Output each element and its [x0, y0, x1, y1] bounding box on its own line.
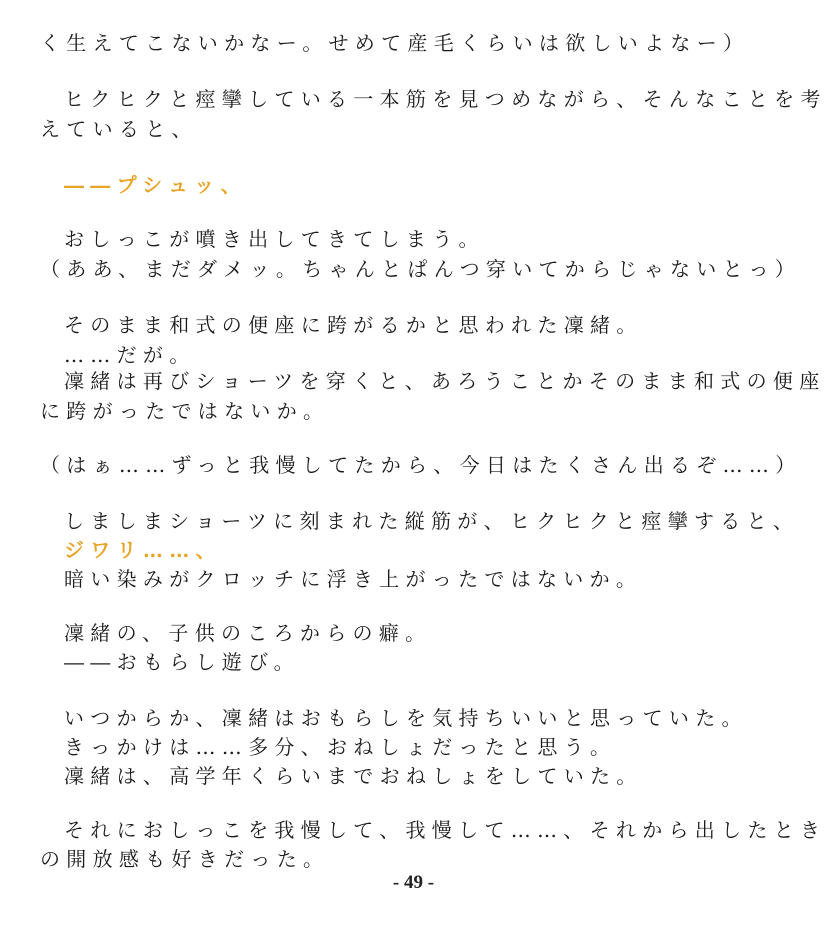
text-line: に跨がったではないか。 — [40, 399, 330, 423]
text-line: そのまま和式の便座に跨がるかと思われた凜緒。 — [64, 313, 643, 337]
text-line: 暗い染みがクロッチに浮き上がったではないか。 — [64, 567, 643, 591]
text-line: （はぁ……ずっと我慢してたから、今日はたくさん出るぞ……） — [40, 453, 802, 477]
text-line: く生えてこないかなー。せめて産毛くらいは欲しいよなー） — [40, 31, 750, 55]
text-line: しましまショーツに刻まれた縦筋が、ヒクヒクと痙攣すると、 — [64, 509, 800, 533]
text-line: ――おもらし遊び。 — [64, 650, 300, 674]
text-line: きっかけは……多分、おねしょだったと思う。 — [64, 735, 617, 759]
text-line: ヒクヒクと痙攣している一本筋を見つめながら、そんなことを考 — [64, 87, 827, 111]
highlighted-text-line: ――プシュッ、 — [64, 173, 247, 197]
page-number: - 49 - — [392, 872, 435, 893]
text-line: （ああ、まだダメッ。ちゃんとぱんつ穿いてからじゃないとっ） — [40, 257, 802, 281]
text-line: いつからか、凜緒はおもらしを気持ちいいと思っていた。 — [64, 706, 748, 730]
text-line: それにおしっこを我慢して、我慢して……、それから出したとき — [64, 818, 827, 842]
text-line: 凜緒の、子供のころからの癖。 — [64, 621, 432, 645]
text-line: ……だが。 — [64, 343, 196, 367]
text-line: おしっこが噴き出してきてしまう。 — [64, 227, 485, 251]
highlighted-text-line: ジワリ……、 — [64, 538, 222, 562]
text-line: の開放感も好きだった。 — [40, 847, 330, 871]
text-line: 凜緒は、高学年くらいまでおねしょをしていた。 — [64, 764, 643, 788]
text-line: 凜緒は再びショーツを穿くと、あろうことかそのまま和式の便座 — [64, 369, 826, 393]
text-line: えていると、 — [40, 117, 198, 141]
